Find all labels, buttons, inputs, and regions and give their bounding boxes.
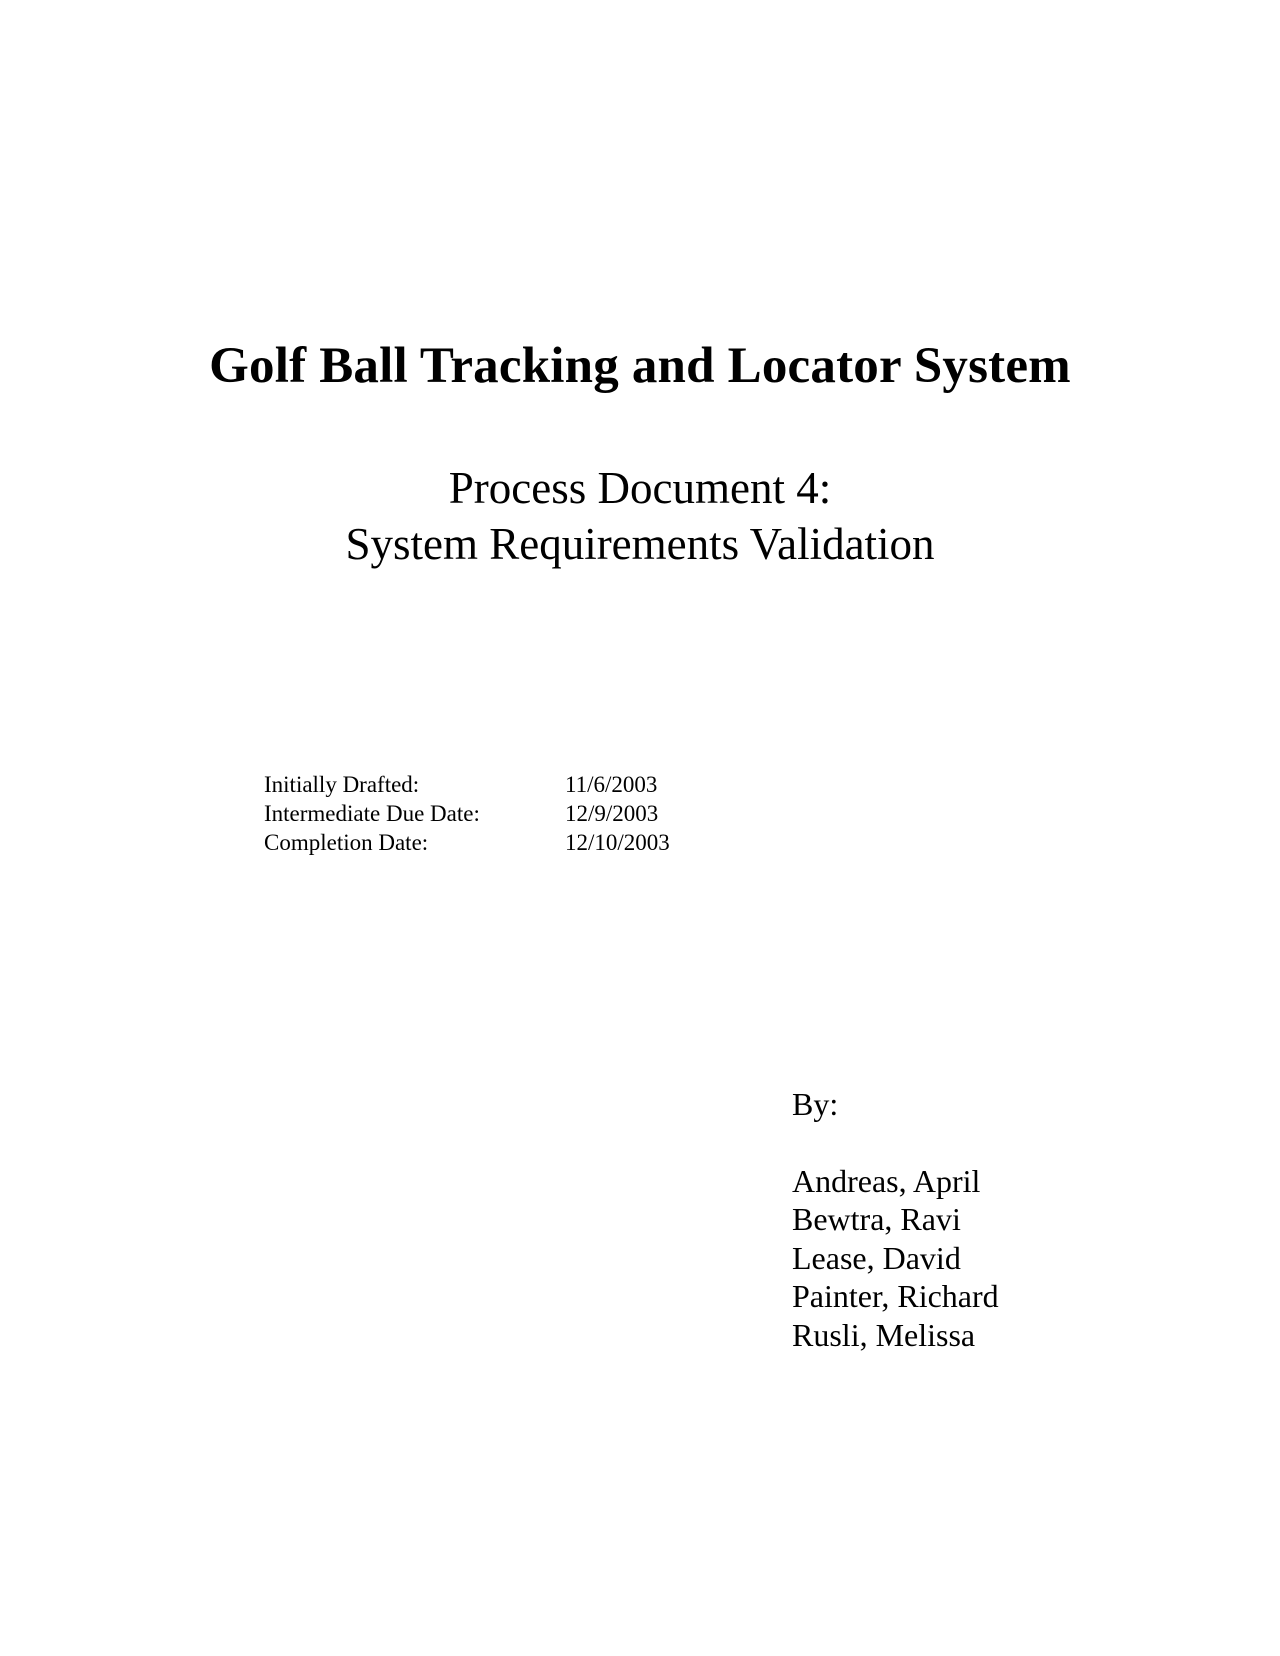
document-title: Golf Ball Tracking and Locator System <box>209 338 1071 394</box>
author-name: Andreas, April <box>792 1162 981 1199</box>
date-label: Intermediate Due Date: <box>264 801 480 826</box>
date-value: 12/9/2003 <box>565 801 659 826</box>
date-label: Completion Date: <box>264 830 429 855</box>
author-name: Lease, David <box>792 1239 961 1276</box>
date-row-intermediate-due <box>264 799 670 828</box>
date-row-completion <box>264 828 670 857</box>
by-label: By: <box>792 1086 839 1122</box>
date-row-initially-drafted <box>264 770 670 799</box>
dates-table <box>264 770 670 857</box>
author-name: Bewtra, Ravi <box>792 1201 961 1237</box>
date-value: 11/6/2003 <box>565 772 658 797</box>
authors-block <box>792 1085 999 1354</box>
document-subtitle <box>0 460 1280 572</box>
author-name: Painter, Richard <box>792 1278 999 1314</box>
subtitle-line-1: Process Document 4: <box>448 463 832 513</box>
subtitle-line-2: System Requirements Validation <box>345 519 935 569</box>
author-name: Rusli, Melissa <box>792 1316 976 1353</box>
date-label: Initially Drafted: <box>264 772 420 797</box>
date-value: 12/10/2003 <box>565 830 670 855</box>
